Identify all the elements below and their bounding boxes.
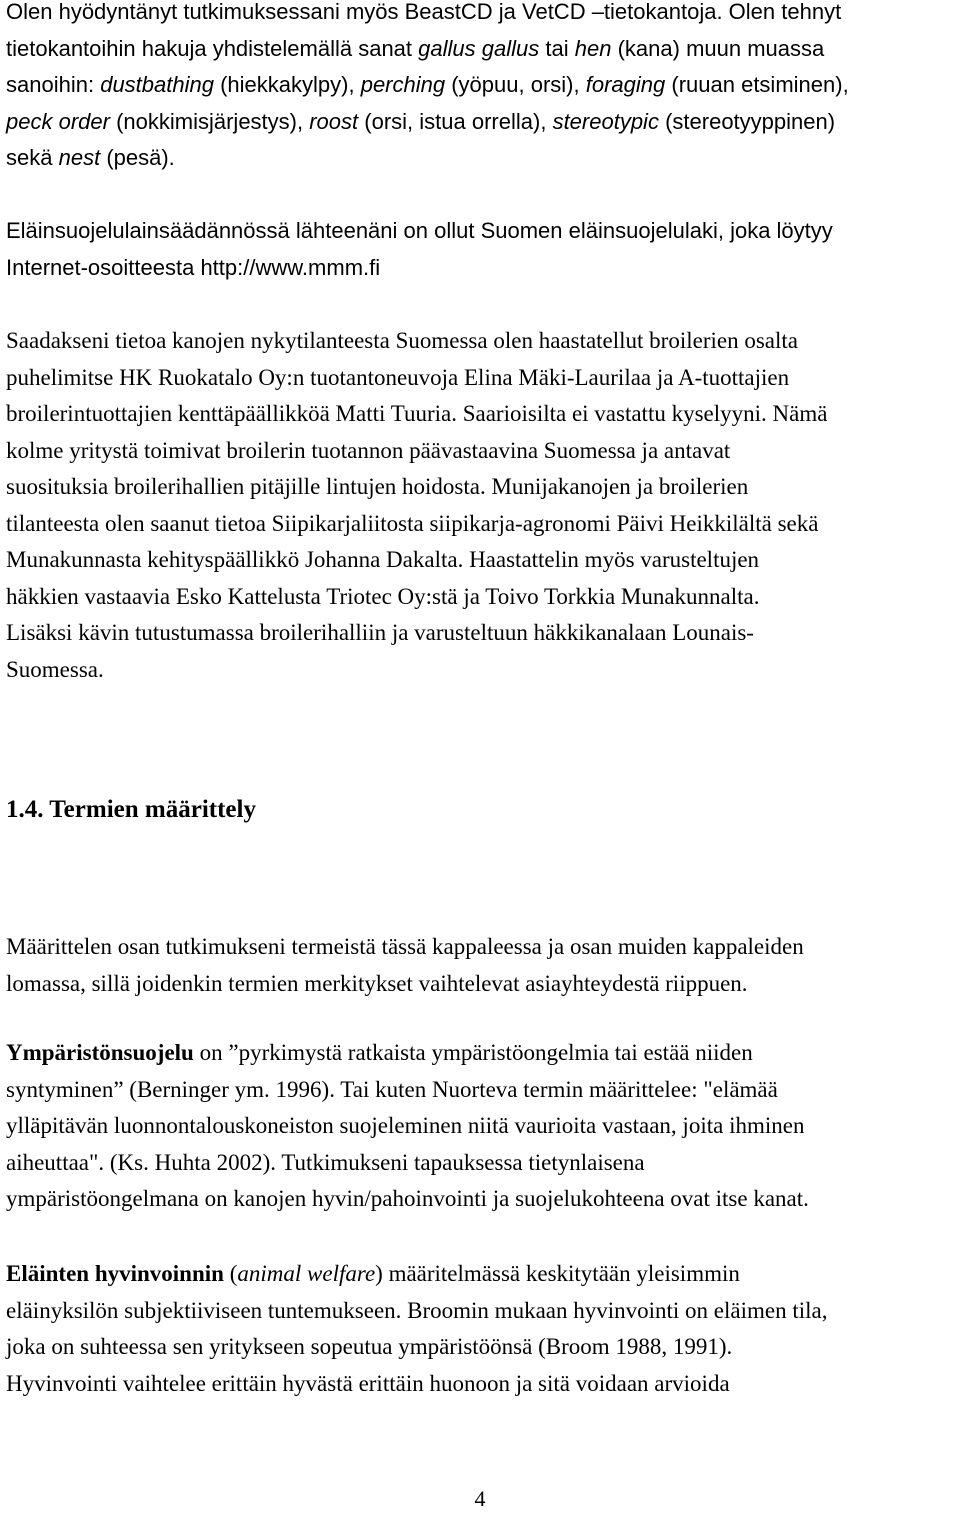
english-term: dustbathing — [100, 72, 214, 97]
text-line: ympäristöongelmana on kanojen hyvin/pahoinvointi ja suojelukohteena ovat itse kanat. — [6, 1186, 809, 1211]
text-line: broilerintuottajien kenttäpäällikköä Matti Tuuria. Saarioisilta ei vastattu kyselyyni. Nämä — [6, 401, 828, 426]
english-term: nest — [58, 145, 101, 170]
text-line: häkkien vastaavia Esko Kattelusta Triotec Oy:stä ja Toivo Torkkia Munakunnalta. — [6, 583, 760, 609]
text-line: Suomessa. — [6, 656, 104, 682]
paragraph-terms-intro — [6, 929, 956, 1002]
text-line: ylläpitävän luonnontalouskoneiston suojeleminen niitä vaurioita vastaan, joita ihminen — [6, 1113, 805, 1138]
text-line: sanoihin: dustbathing (hiekkakylpy), perching (yöpuu, orsi), foraging (ruuan etsiminen), — [6, 72, 849, 97]
text-line: syntyminen” (Berninger ym. 1996). Tai kuten Nuorteva termin määrittelee: "elämää — [6, 1076, 778, 1102]
text-line: Hyvinvointi vaihtelee erittäin hyvästä erittäin huonoon ja sitä voidaan arvioida — [6, 1370, 730, 1396]
text-line: kolme yritystä toimivat broilerin tuotannon päävastaavina Suomessa ja antavat — [6, 437, 731, 463]
section-heading: 1.4. Termien määrittely — [6, 796, 256, 823]
english-term: animal welfare — [237, 1261, 376, 1286]
paragraph-databases — [6, 0, 956, 177]
paragraph-interviews — [6, 323, 956, 688]
text-line: peck order (nokkimisjärjestys), roost (orsi, istua orrella), stereotypic (stereotyyppinen) — [6, 108, 836, 134]
text-line: Ympäristönsuojelu on ”pyrkimystä ratkaista ympäristöongelmia tai estää niiden — [6, 1040, 753, 1065]
text-line: Internet-osoitteesta http://www.mmm.fi — [6, 254, 381, 280]
text-line: Eläinsuojelulainsäädännössä lähteenäni on ollut Suomen eläinsuojelulaki, joka löytyy — [6, 218, 833, 243]
text-line: eläinyksilön subjektiiviseen tuntemukseen. Broomin mukaan hyvinvointi on eläimen tila, — [6, 1297, 828, 1323]
page-number: 4 — [474, 1486, 486, 1511]
english-term: foraging — [585, 72, 666, 97]
text-line: aiheuttaa". (Ks. Huhta 2002). Tutkimukseni tapauksessa tietynlaisena — [6, 1149, 645, 1175]
paragraph-environmental-protection — [6, 1035, 956, 1218]
english-term: stereotypic — [552, 108, 659, 134]
text-line: suosituksia broilerihallien pitäjille lintujen hoidosta. Munijakanojen ja broilerien — [6, 474, 749, 499]
text-line: sekä nest (pesä). — [6, 145, 175, 170]
latin-term: gallus gallus — [418, 35, 540, 61]
defined-term: Ympäristönsuojelu — [6, 1040, 194, 1065]
text-line: Munakunnasta kehityspäällikkö Johanna Dakalta. Haastattelin myös varusteltujen — [6, 547, 760, 572]
english-term: perching — [360, 72, 446, 97]
text-line: tietokantoihin hakuja yhdistelemällä sanat gallus gallus tai hen (kana) muun muassa — [6, 35, 825, 61]
text-line: tilanteesta olen saanut tietoa Siipikarjaliitosta siipikarja-agronomi Päivi Heikkilältä sekä — [6, 510, 819, 536]
text-line: puhelimitse HK Ruokatalo Oy:n tuotantoneuvoja Elina Mäki-Laurilaa ja A-tuottajien — [6, 364, 790, 390]
text-line: Olen hyödyntänyt tutkimuksessani myös BeastCD ja VetCD –tietokantoja. Olen tehnyt — [6, 0, 842, 24]
paragraph-legislation — [6, 213, 956, 286]
english-term: roost — [309, 108, 359, 134]
text-line: joka on suhteessa sen yritykseen sopeutua ympäristöönsä (Broom 1988, 1991). — [6, 1334, 733, 1359]
text-line: Saadakseni tietoa kanojen nykytilanteesta Suomessa olen haastatellut broilerien osalta — [6, 328, 798, 353]
text-line: Määrittelen osan tutkimukseni termeistä tässä kappaleessa ja osan muiden kappaleiden — [6, 934, 804, 959]
text-line: Eläinten hyvinvoinnin (animal welfare) määritelmässä keskitytään yleisimmin — [6, 1261, 740, 1286]
english-term: hen — [574, 35, 612, 61]
text-line: lomassa, sillä joidenkin termien merkitykset vaihtelevat asiayhteydestä riippuen. — [6, 970, 748, 996]
defined-term: Eläinten hyvinvoinnin — [6, 1261, 224, 1286]
paragraph-animal-welfare — [6, 1256, 956, 1402]
english-term: peck order — [6, 108, 110, 134]
text-line: Lisäksi kävin tutustumassa broilerihalliin ja varusteltuun häkkikanalaan Lounais- — [6, 620, 754, 645]
